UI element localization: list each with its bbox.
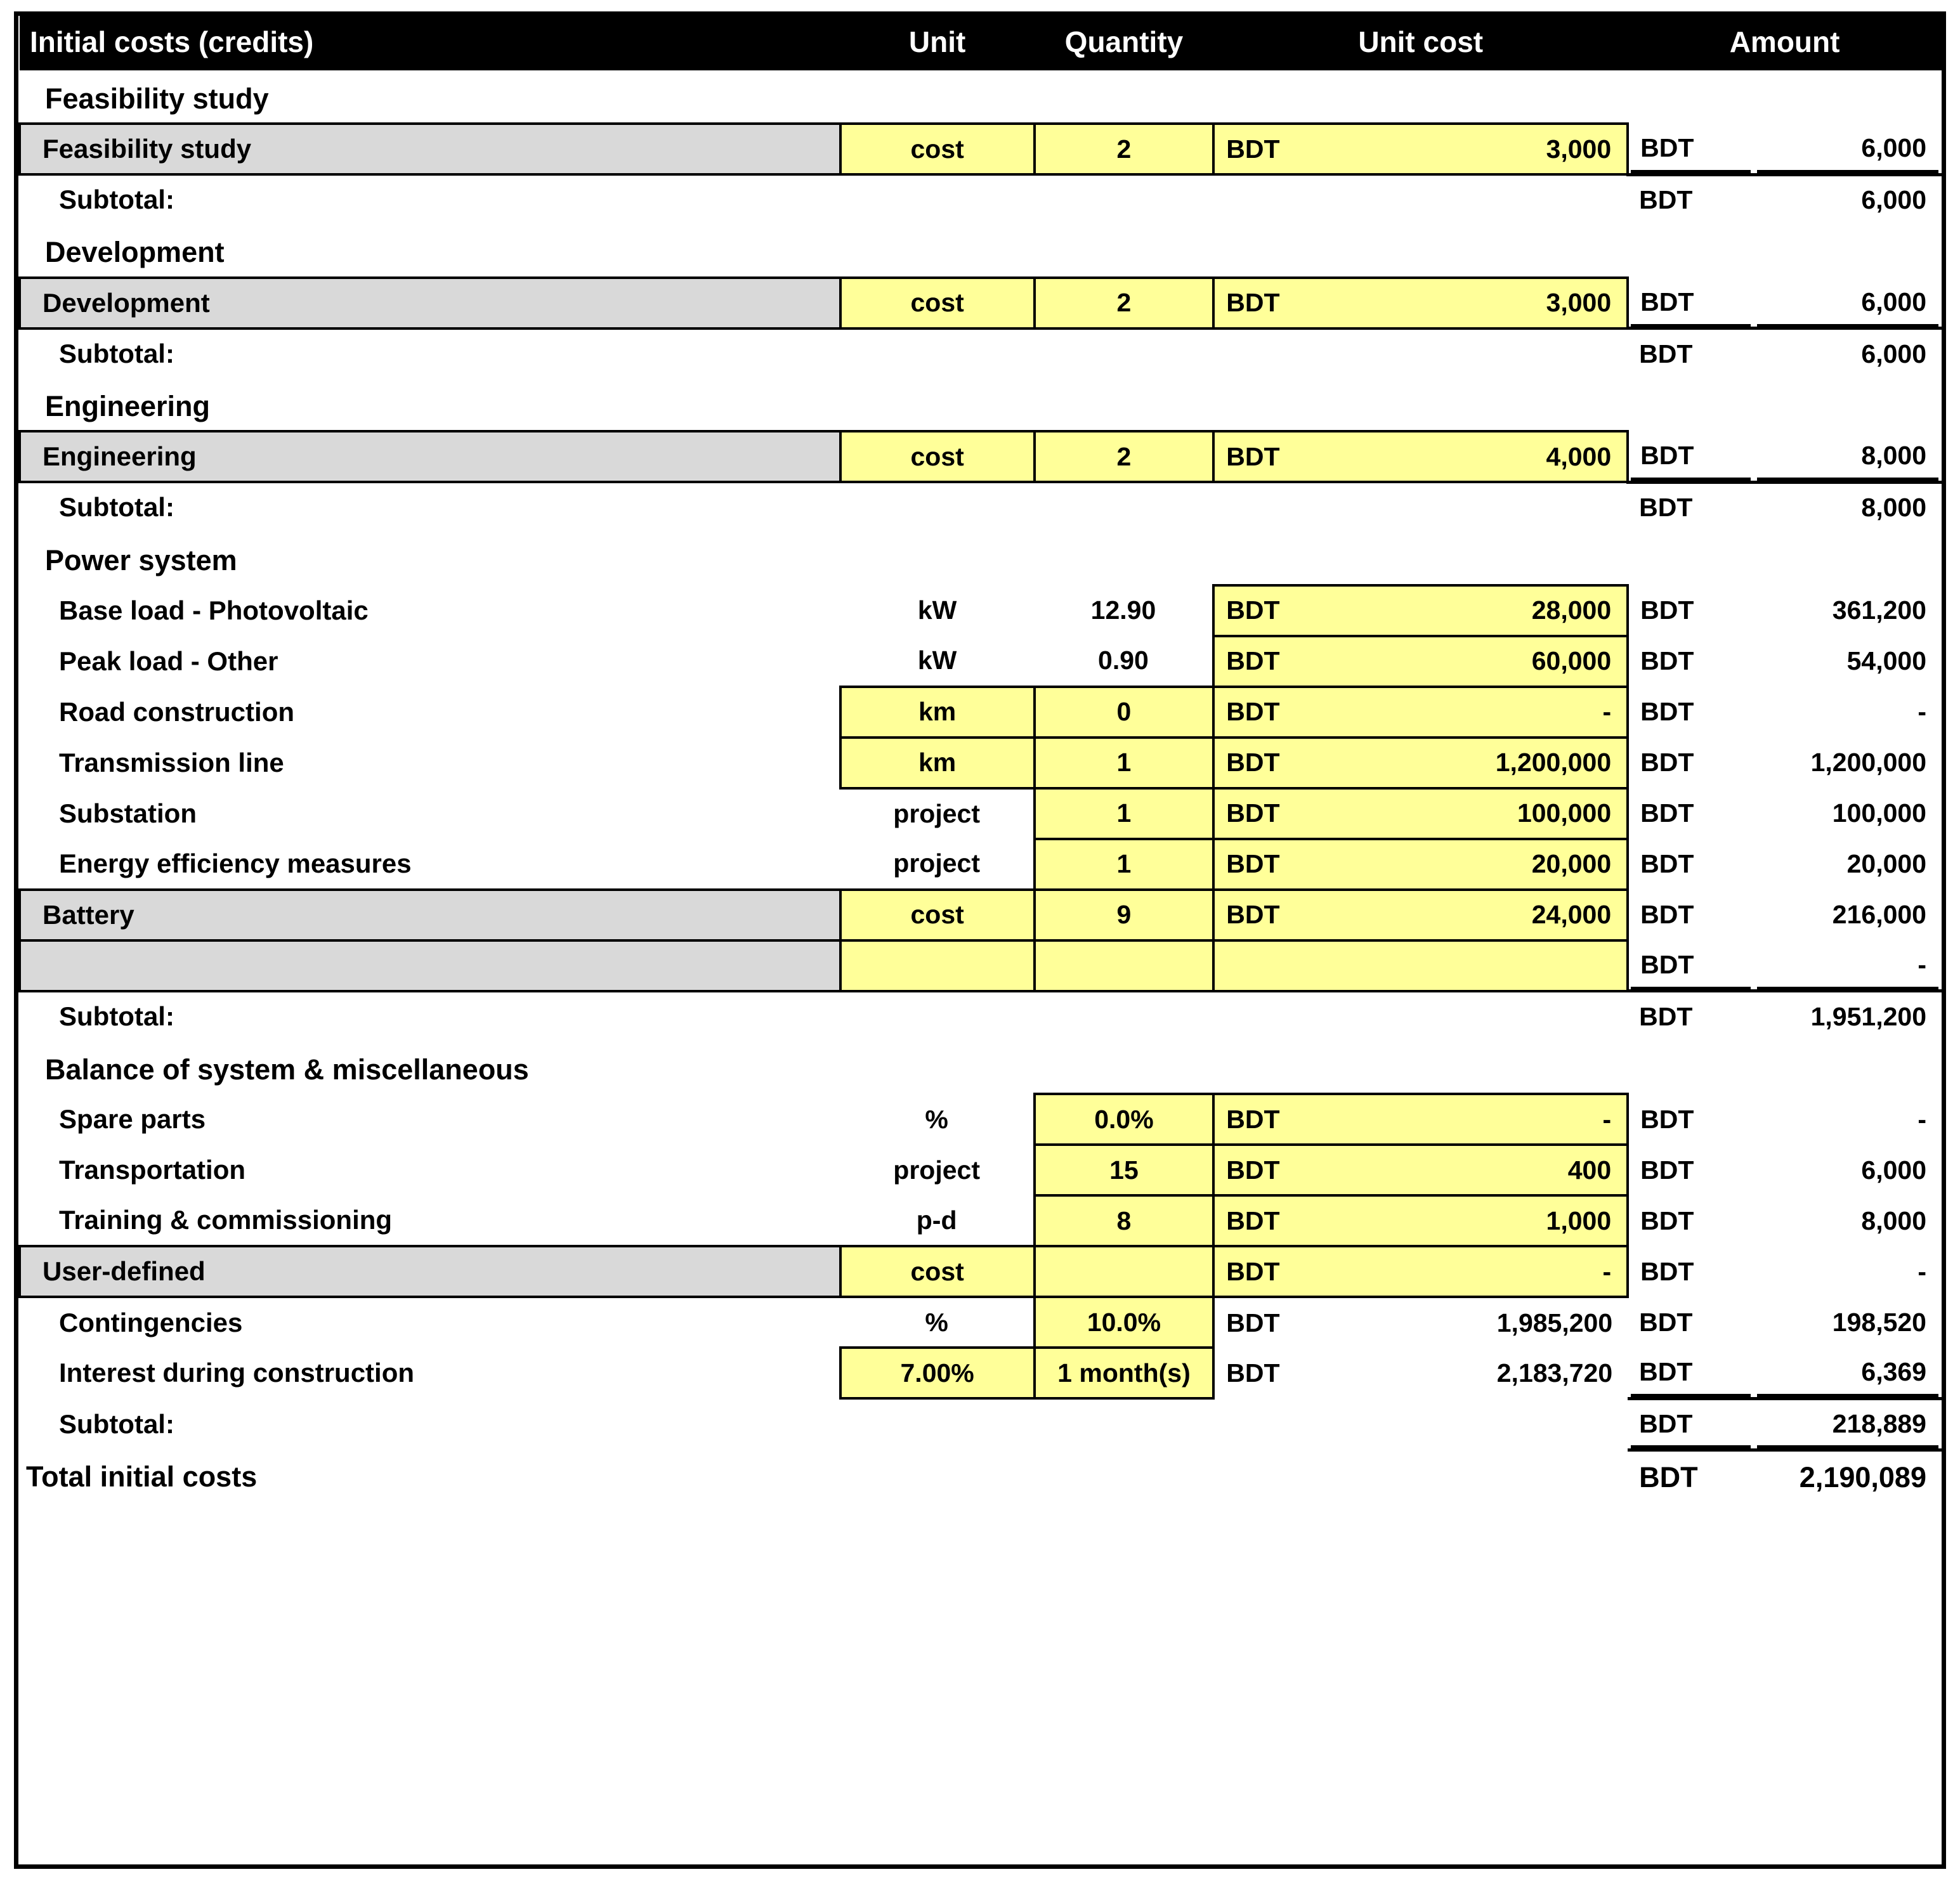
cost-item-row [20,636,1942,687]
subtotal-label: Subtotal: [59,1001,174,1031]
item-label: Interest during construction [59,1358,415,1388]
spacer-cell [1353,482,1628,532]
section-title: Engineering [45,389,211,422]
item-amount-value: 8,000 [1861,441,1926,471]
section-header-row [20,1041,1942,1094]
cost-item-row [20,1297,1942,1348]
subtotal-currency: BDT [1628,174,1754,224]
item-amount-value: - [1918,949,1926,979]
total-value: 2,190,089 [1754,1450,1942,1504]
spacer-cell [1353,378,1628,431]
item-unit-cost-currency[interactable]: BDT [1213,124,1352,174]
item-unit-cost-value[interactable]: 4,000 [1353,431,1628,482]
subtotal-label: Subtotal: [59,492,174,523]
spacer-cell [840,328,1035,379]
subtotal-row [20,328,1942,379]
initial-costs-table [18,16,1942,1504]
item-amount-currency: BDT [1640,1256,1694,1286]
section-title: Balance of system & miscellaneous [45,1053,529,1086]
item-amount-currency: BDT [1640,697,1694,726]
subtotal-value: 6,000 [1754,174,1942,224]
item-amount-currency: BDT [1639,1357,1693,1387]
spacer-cell [840,224,1035,278]
item-quantity[interactable]: 9 [1035,890,1214,940]
spacer-cell [840,378,1035,431]
item-unit: kW [917,646,957,675]
item-amount-value: 216,000 [1832,900,1926,929]
item-amount-value: 6,000 [1861,287,1926,316]
item-unit-cost-value[interactable]: 400 [1353,1145,1628,1195]
cost-item-row [20,1145,1942,1195]
item-label: Base load - Photovoltaic [59,595,369,625]
subtotal-row [20,991,1942,1041]
total-label: Total initial costs [26,1460,258,1493]
item-unit[interactable] [840,940,1035,991]
item-quantity: 12.90 [1090,595,1156,625]
spacer-cell [840,1450,1035,1504]
cost-item-row [20,431,1942,482]
spacer-cell [1035,532,1214,585]
item-amount-currency: BDT [1640,1104,1694,1134]
spacer-cell [1035,1398,1214,1450]
spacer-cell [1754,532,1942,585]
spacer-cell [1754,1041,1942,1094]
item-label: Peak load - Other [59,646,278,676]
item-quantity[interactable]: 8 [1035,1195,1214,1246]
item-quantity[interactable]: 2 [1035,124,1214,174]
spacer-cell [1213,174,1352,224]
item-quantity[interactable]: 1 [1035,839,1214,890]
item-amount-currency: BDT [1640,1155,1694,1185]
spacer-cell [840,532,1035,585]
cost-item-row [20,585,1942,636]
item-label[interactable]: Engineering [20,431,840,482]
item-label: Contingencies [59,1308,243,1337]
item-unit-cost-currency[interactable]: BDT [1213,278,1352,328]
item-label[interactable]: Development [20,278,840,328]
spacer-cell [1213,224,1352,278]
spacer-cell [1628,378,1754,431]
subtotal-value: 6,000 [1754,328,1942,379]
item-amount-value: 8,000 [1861,1206,1926,1235]
item-quantity[interactable]: 1 [1035,738,1214,788]
item-label: Spare parts [59,1104,206,1134]
item-label: Substation [59,798,197,828]
item-unit-cost-value[interactable]: 100,000 [1353,788,1628,839]
item-amount-value: 198,520 [1832,1307,1926,1337]
cost-item-row [20,839,1942,890]
item-unit-cost-value[interactable]: - [1353,1246,1628,1297]
spacer-cell [1213,482,1352,532]
total-row [20,1450,1942,1504]
subtotal-row [20,174,1942,224]
item-unit-cost-currency[interactable]: BDT [1213,687,1352,738]
item-amount-value: 100,000 [1832,798,1926,828]
item-label: Road construction [59,696,295,727]
spacer-cell [1035,328,1214,379]
item-amount-value: 6,000 [1861,1155,1926,1185]
item-amount-value: - [1918,697,1926,726]
item-unit[interactable]: cost [840,1246,1035,1297]
spacer-cell [1035,174,1214,224]
item-unit-cost-currency[interactable] [1213,940,1352,991]
header-quantity: Quantity [1035,16,1214,70]
spacer-cell [1628,532,1754,585]
spacer-cell [1353,1041,1628,1094]
spacer-cell [840,482,1035,532]
item-unit: project [893,1155,980,1185]
item-unit: % [925,1307,948,1337]
item-amount-value: 6,000 [1861,133,1926,163]
item-quantity[interactable]: 0.0% [1035,1094,1214,1145]
section-header-row [20,224,1942,278]
item-quantity[interactable]: 1 month(s) [1035,1348,1214,1398]
item-unit-cost-value[interactable]: 3,000 [1353,278,1628,328]
item-unit-cost-currency: BDT [1226,1358,1280,1388]
item-unit-cost-value[interactable]: 1,000 [1353,1195,1628,1246]
item-unit: kW [917,595,957,625]
cost-item-row [20,687,1942,738]
spacer-cell [1213,378,1352,431]
item-unit-cost-currency[interactable]: BDT [1213,788,1352,839]
spacer-cell [1353,532,1628,585]
item-amount-value: - [1918,1256,1926,1286]
subtotal-value: 218,889 [1754,1398,1942,1450]
item-unit[interactable]: km [840,687,1035,738]
item-amount-currency: BDT [1640,287,1694,316]
item-unit-cost-currency[interactable]: BDT [1213,1195,1352,1246]
item-unit[interactable]: cost [840,278,1035,328]
item-unit-cost-currency[interactable]: BDT [1213,1145,1352,1195]
spacer-cell [1213,1450,1352,1504]
subtotal-label: Subtotal: [59,185,174,215]
item-label[interactable]: Battery [20,890,840,940]
spacer-cell [1035,224,1214,278]
spacer-cell [1353,70,1628,124]
item-unit-cost-currency[interactable]: BDT [1213,585,1352,636]
item-amount-currency: BDT [1640,133,1694,163]
item-unit-cost-currency[interactable]: BDT [1213,636,1352,687]
item-unit[interactable]: cost [840,890,1035,940]
total-currency: BDT [1628,1450,1754,1504]
item-unit-cost-value[interactable]: 3,000 [1353,124,1628,174]
subtotal-currency: BDT [1628,1398,1754,1450]
spacer-cell [1035,991,1214,1041]
header-unit-cost: Unit cost [1213,16,1628,70]
spacer-cell [1213,991,1352,1041]
spacer-cell [1213,532,1352,585]
spacer-cell [1754,224,1942,278]
subtotal-label: Subtotal: [59,338,174,368]
item-label: Energy efficiency measures [59,848,412,878]
table-body [20,16,1942,1504]
spacer-cell [1035,1450,1214,1504]
spacer-cell [1035,1041,1214,1094]
spacer-cell [1213,1398,1352,1450]
spacer-cell [840,1398,1035,1450]
subtotal-row [20,1398,1942,1450]
item-unit-cost-currency[interactable]: BDT [1213,890,1352,940]
cost-item-row [20,1094,1942,1145]
item-unit-cost-currency[interactable]: BDT [1213,1246,1352,1297]
item-unit-cost-value[interactable]: 20,000 [1353,839,1628,890]
item-unit[interactable]: cost [840,124,1035,174]
item-unit: project [893,848,980,878]
cost-item-row [20,1348,1942,1398]
item-unit[interactable]: 7.00% [840,1348,1035,1398]
section-title: Feasibility study [45,82,269,115]
spacer-cell [1213,1041,1352,1094]
item-unit: p-d [916,1205,957,1235]
item-amount-currency: BDT [1640,849,1694,878]
item-quantity[interactable]: 2 [1035,278,1214,328]
item-amount-currency: BDT [1640,748,1694,777]
item-unit: % [925,1104,948,1134]
spacer-cell [1754,378,1942,431]
subtotal-currency: BDT [1628,482,1754,532]
spacer-cell [1628,1041,1754,1094]
cost-item-row [20,278,1942,328]
item-amount-value: 361,200 [1832,595,1926,625]
item-amount-currency: BDT [1640,949,1694,979]
item-unit-cost-value[interactable] [1353,940,1628,991]
item-quantity[interactable]: 15 [1035,1145,1214,1195]
item-label[interactable] [20,940,840,991]
cost-item-row [20,738,1942,788]
item-unit-cost-value[interactable]: 1,200,000 [1353,738,1628,788]
spacer-cell [840,1041,1035,1094]
spacer-cell [1035,378,1214,431]
item-unit-cost-value[interactable]: 28,000 [1353,585,1628,636]
section-header-row [20,378,1942,431]
item-amount-currency: BDT [1640,441,1694,471]
item-unit-cost-currency: BDT [1226,1308,1280,1337]
item-unit-cost-value: 1,985,200 [1496,1308,1613,1337]
item-amount-currency: BDT [1640,900,1694,929]
subtotal-currency: BDT [1628,328,1754,379]
cost-item-row [20,788,1942,839]
item-amount-value: 20,000 [1846,849,1926,878]
spacer-cell [1213,328,1352,379]
table-header-row [20,16,1942,70]
header-title: Initial costs (credits) [20,16,840,70]
subtotal-value: 8,000 [1754,482,1942,532]
spacer-cell [1213,70,1352,124]
section-header-row [20,70,1942,124]
section-title: Development [45,236,225,268]
item-unit-cost-value: 2,183,720 [1496,1358,1613,1388]
item-unit-cost-value[interactable]: - [1353,1094,1628,1145]
cost-item-row [20,890,1942,940]
item-amount-currency: BDT [1640,1206,1694,1235]
spacer-cell [1353,1398,1628,1450]
item-unit-cost-currency[interactable]: BDT [1213,1094,1352,1145]
item-quantity[interactable] [1035,940,1214,991]
spacer-cell [840,991,1035,1041]
spacer-cell [1353,1450,1628,1504]
item-quantity[interactable]: 10.0% [1035,1297,1214,1348]
spacer-cell [1353,174,1628,224]
item-unit-cost-value[interactable]: 60,000 [1353,636,1628,687]
item-label: Transmission line [59,747,284,777]
item-unit-cost-currency[interactable]: BDT [1213,431,1352,482]
item-amount-value: - [1918,1104,1926,1134]
item-unit-cost-currency[interactable]: BDT [1213,839,1352,890]
item-label[interactable]: Feasibility study [20,124,840,174]
cost-item-row [20,1246,1942,1297]
spacer-cell [1353,224,1628,278]
spacer-cell [1035,70,1214,124]
spacer-cell [1754,70,1942,124]
item-unit: project [893,799,980,828]
cost-item-row [20,124,1942,174]
item-amount-currency: BDT [1639,1307,1693,1337]
item-quantity[interactable] [1035,1246,1214,1297]
item-unit-cost-value[interactable]: 24,000 [1353,890,1628,940]
header-amount: Amount [1628,16,1942,70]
subtotal-row [20,482,1942,532]
spacer-cell [1628,70,1754,124]
item-amount-currency: BDT [1640,798,1694,828]
item-unit-cost-value[interactable]: - [1353,687,1628,738]
section-header-row [20,532,1942,585]
worksheet-frame [14,11,1946,1869]
cost-item-row [20,940,1942,991]
section-title: Power system [45,544,237,576]
item-quantity[interactable]: 0 [1035,687,1214,738]
item-label: Transportation [59,1155,246,1185]
item-unit[interactable]: km [840,738,1035,788]
spacer-cell [1353,991,1628,1041]
spacer-cell [1353,328,1628,379]
item-quantity: 0.90 [1098,646,1149,675]
cost-item-row [20,1195,1942,1246]
subtotal-currency: BDT [1628,991,1754,1041]
spacer-cell [1628,224,1754,278]
header-unit: Unit [840,16,1035,70]
item-unit-cost-currency[interactable]: BDT [1213,738,1352,788]
spacer-cell [840,174,1035,224]
subtotal-value: 1,951,200 [1754,991,1942,1041]
item-quantity[interactable]: 2 [1035,431,1214,482]
item-amount-currency: BDT [1640,595,1694,625]
item-unit[interactable]: cost [840,431,1035,482]
item-amount-currency: BDT [1640,646,1694,675]
item-label: Training & commissioning [59,1205,393,1235]
item-amount-value: 1,200,000 [1810,748,1926,777]
spacer-cell [840,70,1035,124]
spacer-cell [1035,482,1214,532]
subtotal-label: Subtotal: [59,1408,174,1439]
item-amount-value: 6,369 [1861,1357,1926,1387]
item-label[interactable]: User-defined [20,1246,840,1297]
item-amount-value: 54,000 [1846,646,1926,675]
item-quantity[interactable]: 1 [1035,788,1214,839]
